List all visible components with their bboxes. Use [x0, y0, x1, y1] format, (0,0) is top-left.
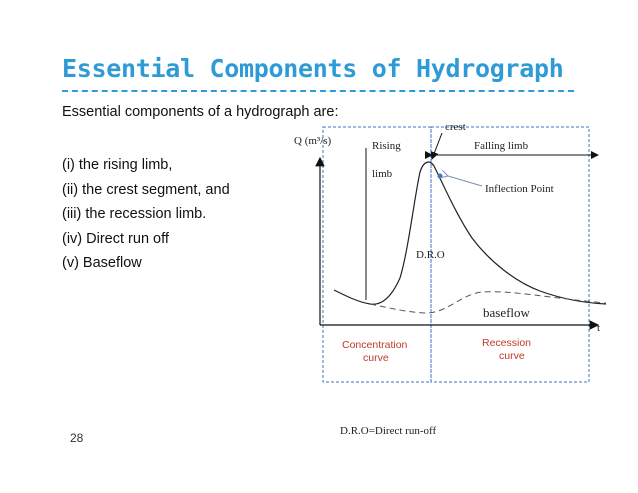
list-item: (ii) the crest segment, and	[62, 181, 230, 198]
inflection-point-label: Inflection Point	[485, 183, 554, 195]
list-item: (iii) the recession limb.	[62, 206, 207, 222]
list-item: (v) Baseflow	[62, 255, 142, 271]
footnote: D.R.O=Direct run-off	[340, 425, 437, 437]
recession-label: Recession	[482, 337, 532, 349]
rising-label: Rising	[372, 140, 401, 152]
y-axis-label: Q (m³/s)	[294, 135, 332, 147]
slide-title: Essential Components of Hydrograph	[62, 54, 564, 83]
limb-label: limb	[372, 168, 393, 180]
intro-text: Essential components of a hydrograph are:	[62, 104, 339, 120]
hydrograph-curve	[334, 162, 606, 304]
inflection-arrow	[448, 176, 482, 186]
falling-limb-label: Falling limb	[474, 140, 529, 152]
list-item: (i) the rising limb,	[62, 157, 173, 173]
baseflow-label: baseflow	[483, 305, 530, 320]
concentration-label: Concentration	[342, 339, 408, 351]
dro-label: D.R.O	[416, 249, 445, 261]
crest-label: crest	[445, 121, 466, 133]
x-axis-label: t	[597, 322, 601, 334]
recession-curve-label: curve	[499, 350, 525, 362]
inflection-point-marker	[438, 174, 443, 179]
page-number: 28	[70, 431, 84, 445]
list-item: (iv) Direct run off	[62, 230, 169, 247]
concentration-curve-label: curve	[363, 352, 389, 364]
